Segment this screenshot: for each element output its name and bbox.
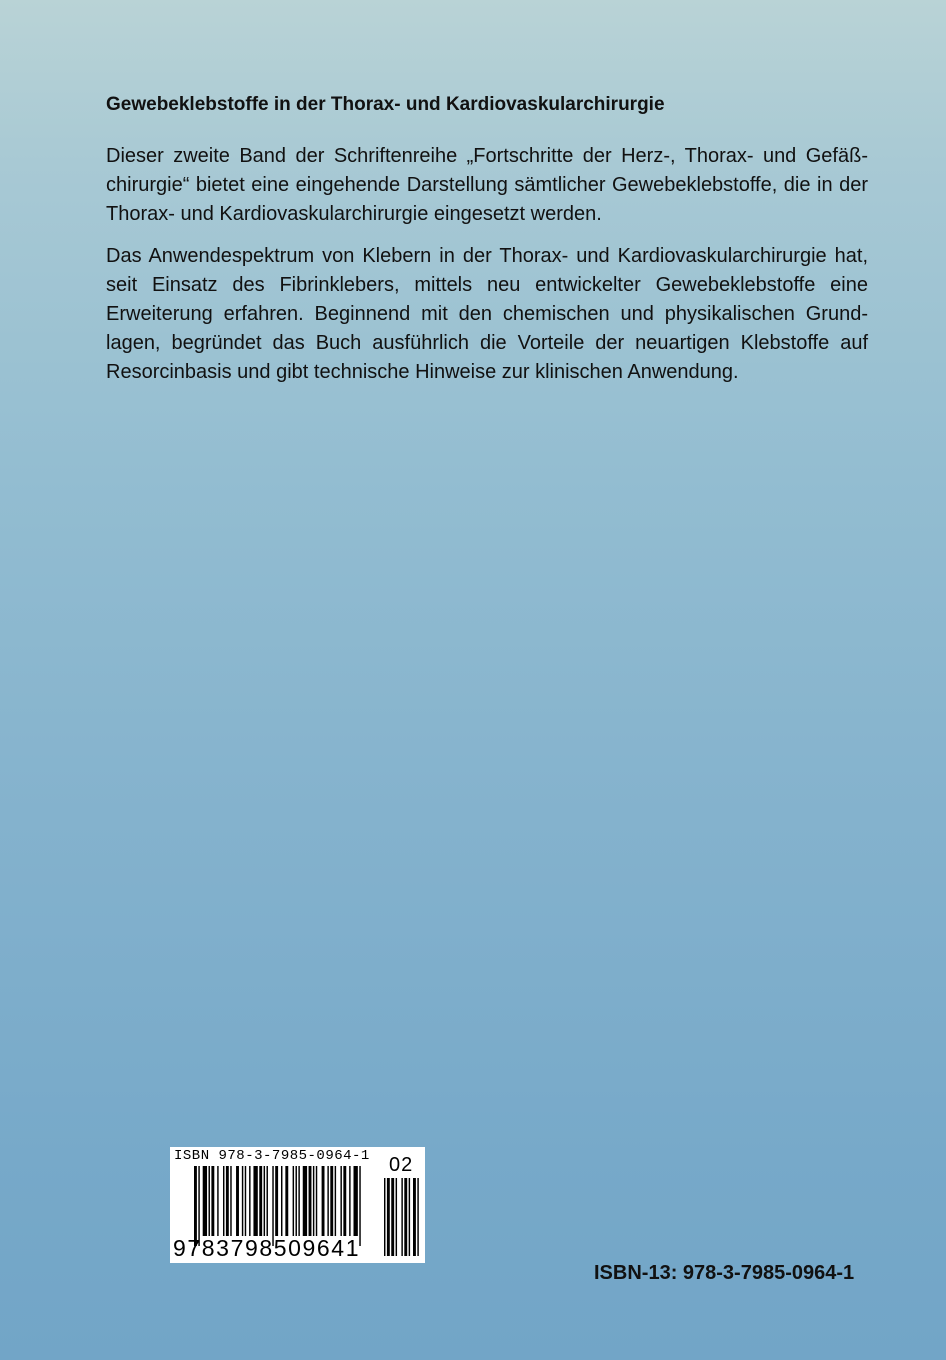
barcode-bar [230,1166,231,1236]
isbn-barcode [170,1147,425,1263]
barcode-bar [217,1166,218,1236]
barcode-bar [327,1166,328,1236]
barcode-bar [272,1166,273,1246]
description-paragraph-2: Das Anwendespektrum von Klebern in der Thorax- und Kardiovaskularchirurgie hat, seit Einsatz des Fibrinklebers, mittels neu entwickelter Gewebeklebstoffe eine Erweiterung erfahren. Beginnend mit den chemischen und physikalischen Grundlagen, begründet das Buch ausführlich die Vorteile der neuartigen Klebstoffe auf Resorcinbasis und gibt technische Hinweise zur klinischen Anwendung. [106,245,868,383]
barcode-bar [236,1166,239,1236]
barcode-ean-digits: 9783798509641 [173,1235,361,1261]
barcode-bar [401,1178,402,1256]
barcode-isbn-text: ISBN 978-3-7985-0964-1 [174,1148,370,1164]
isbn-13-label: ISBN-13: 978-3-7985-0964-1 [594,1262,855,1284]
barcode-bar [396,1178,397,1256]
barcode-bar [223,1166,224,1236]
barcode-bar [293,1166,294,1236]
barcode-bar [275,1166,278,1236]
barcode-bar [359,1166,360,1246]
barcode-bar [316,1166,317,1236]
barcode-bar [313,1166,314,1236]
barcode-bar [335,1166,336,1236]
barcode-bar [259,1166,262,1236]
barcode-bar [309,1166,312,1236]
barcode-bar [303,1166,307,1236]
description-paragraph-1: Dieser zweite Band der Schriftenreihe „Fortschritte der Herz-, Thorax- und Gefäßchirurgie“ bietet eine eingehende Darstellung sämtlicher Gewebeklebstoffe, die in der Thorax- und Kardiovaskularchirurgie eingesetzt werden. [106,145,868,225]
barcode-addon-digits: 02 [389,1154,414,1176]
barcode-bar [349,1166,350,1236]
barcode-bar [330,1166,333,1236]
barcode-bar [298,1166,299,1236]
barcode-bar [281,1166,282,1236]
barcode-bar [242,1166,243,1236]
barcode-bar [343,1166,346,1236]
barcode-bar [340,1166,341,1236]
barcode-bar [413,1178,416,1256]
barcode-bar [209,1166,210,1236]
barcode-bar [404,1178,407,1256]
barcode-bar [249,1166,250,1236]
barcode-bar [264,1166,265,1236]
barcode-bar [322,1166,325,1236]
barcode-bar [296,1166,297,1236]
book-title: Gewebeklebstoffe in der Thorax- und Kardiovaskularchirurgie [106,94,665,115]
barcode-bar [384,1178,385,1256]
barcode-bar [253,1166,257,1236]
barcode-bar [245,1166,246,1236]
barcode-bar [267,1166,268,1236]
barcode-bar [387,1178,390,1256]
barcode-bar [194,1166,197,1246]
barcode-bar [409,1178,410,1256]
barcode-bar [211,1166,214,1236]
barcode-bar [354,1166,358,1236]
barcode-bar [198,1166,199,1246]
barcode-bar [391,1178,394,1256]
barcode-bar [417,1178,418,1256]
barcode-bar [285,1166,288,1236]
barcode-bar [226,1166,229,1236]
barcode-bar [203,1166,207,1236]
